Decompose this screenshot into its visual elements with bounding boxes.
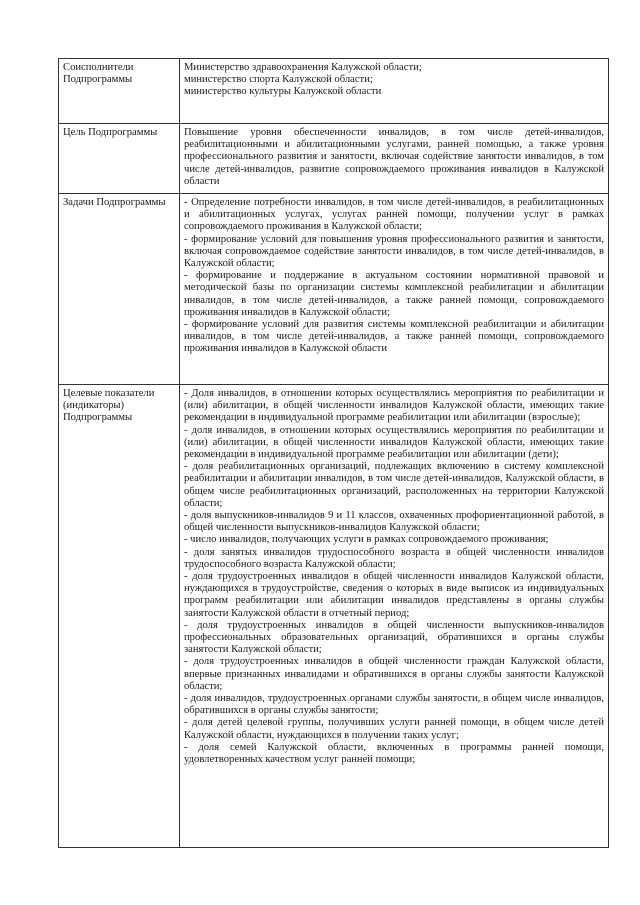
task-item: - формирование и поддержание в актуальном состоянии нормативной правовой и методической базы по организации системы комплексной реабилитации и абилитации инвалидов, в том числе детей-инвалидов, а также ранней помощи, сопровождаемого проживания инвалидов в Калужской области; (184, 270, 604, 318)
table-row (59, 385, 609, 848)
row-value (180, 59, 609, 124)
row-value (180, 385, 609, 848)
row-label: Цель Подпрограммы (59, 124, 180, 194)
row-value (180, 124, 609, 194)
goal-paragraph: Повышение уровня обеспеченности инвалидов, в том числе детей-инвалидов, реабилитационными и абилитационными услугами, ранней помощью, а также уровня профессионального развития и занятости, включая содействие занятости инвалидов, в том числе детей-инвалидов, развитие сопровождаемого проживания инвалидов в Калужской области (184, 127, 604, 187)
indicator-item: - доля семей Калужской области, включенных в программы ранней помощи, удовлетворенных качеством услуг ранней помощи; (184, 741, 604, 766)
row-label: Задачи Подпрограммы (59, 194, 180, 385)
table-row (59, 124, 609, 194)
subprogram-passport-table (58, 58, 609, 848)
indicator-item: - доля выпускников-инвалидов 9 и 11 классов, охваченных профориентационной работой, в общей численности выпускников-инвалидов Калужской области; (184, 510, 604, 534)
row-label: Целевые показатели (индикаторы) Подпрограммы (59, 385, 180, 848)
task-item: - Определение потребности инвалидов, в том числе детей-инвалидов, в реабилитационных и абилитационных услугах, услугах ранней помощи, получении услуг в рамках сопровождаемого проживания в Калужской области; (184, 197, 604, 233)
co-executor-line: министерство спорта Калужской области; (184, 74, 373, 86)
indicator-item: - доля трудоустроенных инвалидов в общей численности граждан Калужской области, впервые признанных инвалидами и обратившихся в органы службы занятости Калужской области; (184, 656, 604, 692)
row-value (180, 194, 609, 385)
row-label: Соисполнители Подпрограммы (59, 59, 180, 124)
indicator-item: - доля трудоустроенных инвалидов в общей численности выпускников-инвалидов профессиональных образовательных организаций, обратившихся в органы службы занятости Калужской области; (184, 619, 604, 656)
task-item: - формирование условий для повышения уровня профессионального развития и занятости, включая сопровождаемое содействие занятости инвалидов, в том числе детей-инвалидов, в Калужской области; (184, 233, 604, 270)
indicator-item: - доля реабилитационных организаций, подлежащих включению в систему комплексной реабилитации и абилитации инвалидов, в том числе детей-инвалидов, Калужской области, в общем числе реабилитационных организаций, расположенных на территории Калужской области; (184, 461, 604, 509)
indicator-item: - доля трудоустроенных инвалидов в общей численности инвалидов Калужской области, нуждающихся в трудоустройстве, сведения о которых в виде выписок из индивидуальных программ реабилитации или абилитации инвалидов представлены в органы службы занятости Калужской области в отчетный период; (184, 571, 604, 619)
indicator-item: - число инвалидов, получающих услуги в рамках сопровождаемого проживания; (184, 534, 549, 546)
indicator-item: - доля инвалидов, в отношении которых осуществлялись мероприятия по реабилитации и (или) абилитации, в общей численности инвалидов Калужской области, имеющих такие рекомендации в индивидуальной программе реабилитации или абилитации (дети); (184, 424, 604, 461)
indicator-item: - Доля инвалидов, в отношении которых осуществлялись мероприятия по реабилитации и (или) абилитации, в общей численности инвалидов Калужской области, имеющих такие рекомендации в индивидуальной программе реабилитации или абилитации (взрослые); (184, 388, 604, 424)
table-row (59, 59, 609, 124)
task-item: - формирование условий для развития системы комплексной реабилитации и абилитации инвалидов, в том числе детей-инвалидов, а также ранней помощи, сопровождаемого проживания инвалидов в Калужской области (184, 319, 604, 355)
indicator-item: - доля инвалидов, трудоустроенных органами службы занятости, в общем числе инвалидов, обратившихся в органы службы занятости; (184, 693, 604, 717)
table-row (59, 194, 609, 385)
indicator-item: - доля детей целевой группы, получивших услуги ранней помощи, в общем числе детей Калужской области, нуждающихся в получении таких услуг; (184, 717, 604, 741)
co-executor-line: министерство культуры Калужской области (184, 86, 382, 98)
indicator-item: - доля занятых инвалидов трудоспособного возраста в общей численности инвалидов трудоспособного возраста Калужской области; (184, 546, 604, 570)
co-executor-line: Министерство здравоохранения Калужской области; (184, 62, 422, 73)
